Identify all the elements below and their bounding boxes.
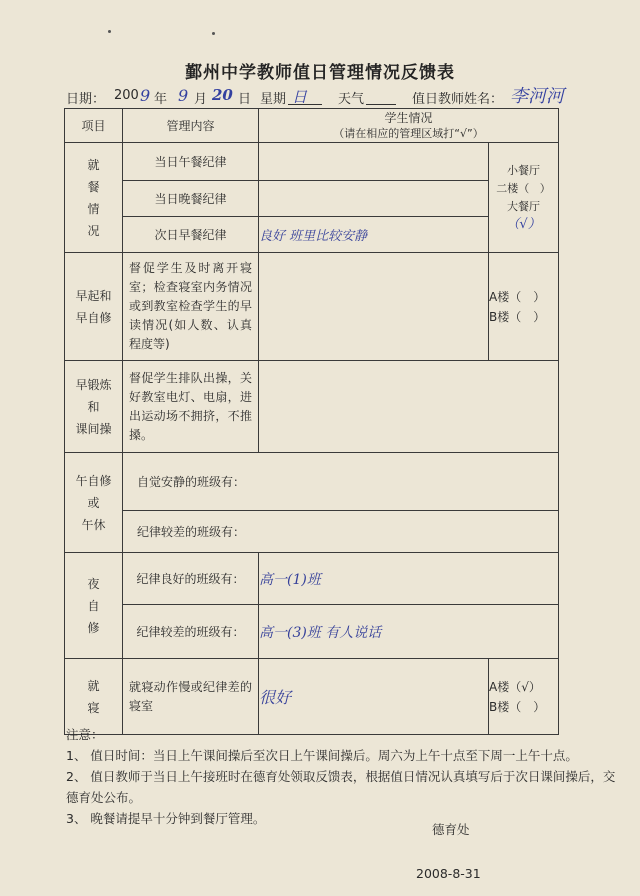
exercise-content: 督促学生排队出操，关好教室电灯、电扇，进出运动场不拥挤，不推搡。	[123, 361, 259, 453]
day-label: 日	[238, 92, 252, 107]
year-digit: 9	[140, 86, 151, 105]
header-row	[66, 86, 626, 108]
noon-quiet-row[interactable]	[123, 453, 559, 511]
morning-label: 早起和 早自修	[65, 253, 123, 361]
footer-date: 2008-8-31	[416, 866, 481, 881]
noon-label: 午自修 或 午休	[65, 453, 123, 553]
lunch-discipline-field[interactable]	[259, 143, 489, 181]
morning-field[interactable]	[259, 253, 489, 361]
dining-label: 就 餐 情 况	[65, 143, 123, 253]
teacher-label: 值日教师姓名：	[412, 92, 504, 107]
sleep-note[interactable]: 很好	[259, 659, 489, 735]
sleep-content: 就寝动作慢或纪律差的寝室	[123, 659, 259, 735]
dinner-discipline-field[interactable]	[259, 181, 489, 217]
noon-poor-label: 纪律较差的班级有：	[137, 525, 246, 539]
notes-heading: 注意：	[66, 727, 104, 742]
night-label: 夜 自 修	[65, 553, 123, 659]
noon-quiet-label: 自觉安静的班级有：	[137, 475, 246, 489]
year-label: 年	[154, 92, 168, 107]
document-title: 鄞州中学教师值日管理情况反馈表	[185, 63, 455, 83]
col-status-header	[259, 109, 559, 143]
weather-underline	[366, 88, 396, 105]
paper-dot	[212, 32, 215, 35]
notes-section	[66, 724, 626, 829]
sleep-label: 就 寝	[65, 659, 123, 735]
date-label: 日期：	[66, 92, 106, 107]
morning-content: 督促学生及时离开寝室；检查寝室内务情况或到教室检查学生的早读情况(如人数、认真程度等)	[123, 253, 259, 361]
dinner-discipline-label: 当日晚餐纪律	[123, 181, 259, 217]
month-value: 9	[178, 86, 189, 105]
teacher-name: 李河河	[510, 86, 564, 107]
dining-hall-selection[interactable]: 小餐厅 二楼（ ） 大餐厅 （√）	[489, 143, 559, 253]
exercise-label: 早锻炼 和 课间操	[65, 361, 123, 453]
noon-poor-row[interactable]	[123, 511, 559, 553]
night-good-label: 纪律良好的班级有：	[123, 553, 259, 605]
month-label: 月	[194, 92, 208, 107]
weekday-label: 星期	[260, 92, 287, 107]
lunch-discipline-label: 当日午餐纪律	[123, 143, 259, 181]
duty-table	[64, 108, 559, 735]
note-item: 1、 值日时间：当日上午课间操后至次日上午课间操后。周六为上午十点至下周一上午十点。	[66, 748, 578, 763]
note-item: 3、 晚餐请提早十分钟到餐厅管理。	[66, 811, 266, 826]
weekday-underline	[288, 88, 322, 105]
paper-dot	[108, 30, 111, 33]
status-hint: （请在相应的管理区域打“√”）	[333, 126, 484, 140]
exercise-field[interactable]	[259, 361, 559, 453]
weather-label: 天气	[338, 92, 365, 107]
note-item: 2、 值日教师于当日上午接班时在德育处领取反馈表，根据值日情况认真填写后于次日课间操后，交德育处公布。	[66, 769, 616, 805]
night-good-note[interactable]: 高一(1)班	[259, 553, 559, 605]
night-poor-label: 纪律较差的班级有：	[123, 605, 259, 659]
weekday-value: 日	[292, 88, 308, 106]
year-prefix: 200	[114, 88, 139, 103]
breakfast-discipline-label: 次日早餐纪律	[123, 217, 259, 253]
breakfast-discipline-note[interactable]: 良好 班里比较安静	[259, 217, 489, 253]
sleep-building-selection[interactable]: A楼（√） B楼（ ）	[489, 659, 559, 735]
footer-office: 德育处	[432, 822, 470, 837]
col-content-header: 管理内容	[123, 109, 259, 143]
day-value: 20	[212, 86, 233, 104]
night-poor-note[interactable]: 高一(3)班 有人说话	[259, 605, 559, 659]
morning-building-selection[interactable]: A楼（ ） B楼（ ）	[489, 253, 559, 361]
col-item-header: 项目	[65, 109, 123, 143]
status-title: 学生情况	[384, 110, 433, 125]
